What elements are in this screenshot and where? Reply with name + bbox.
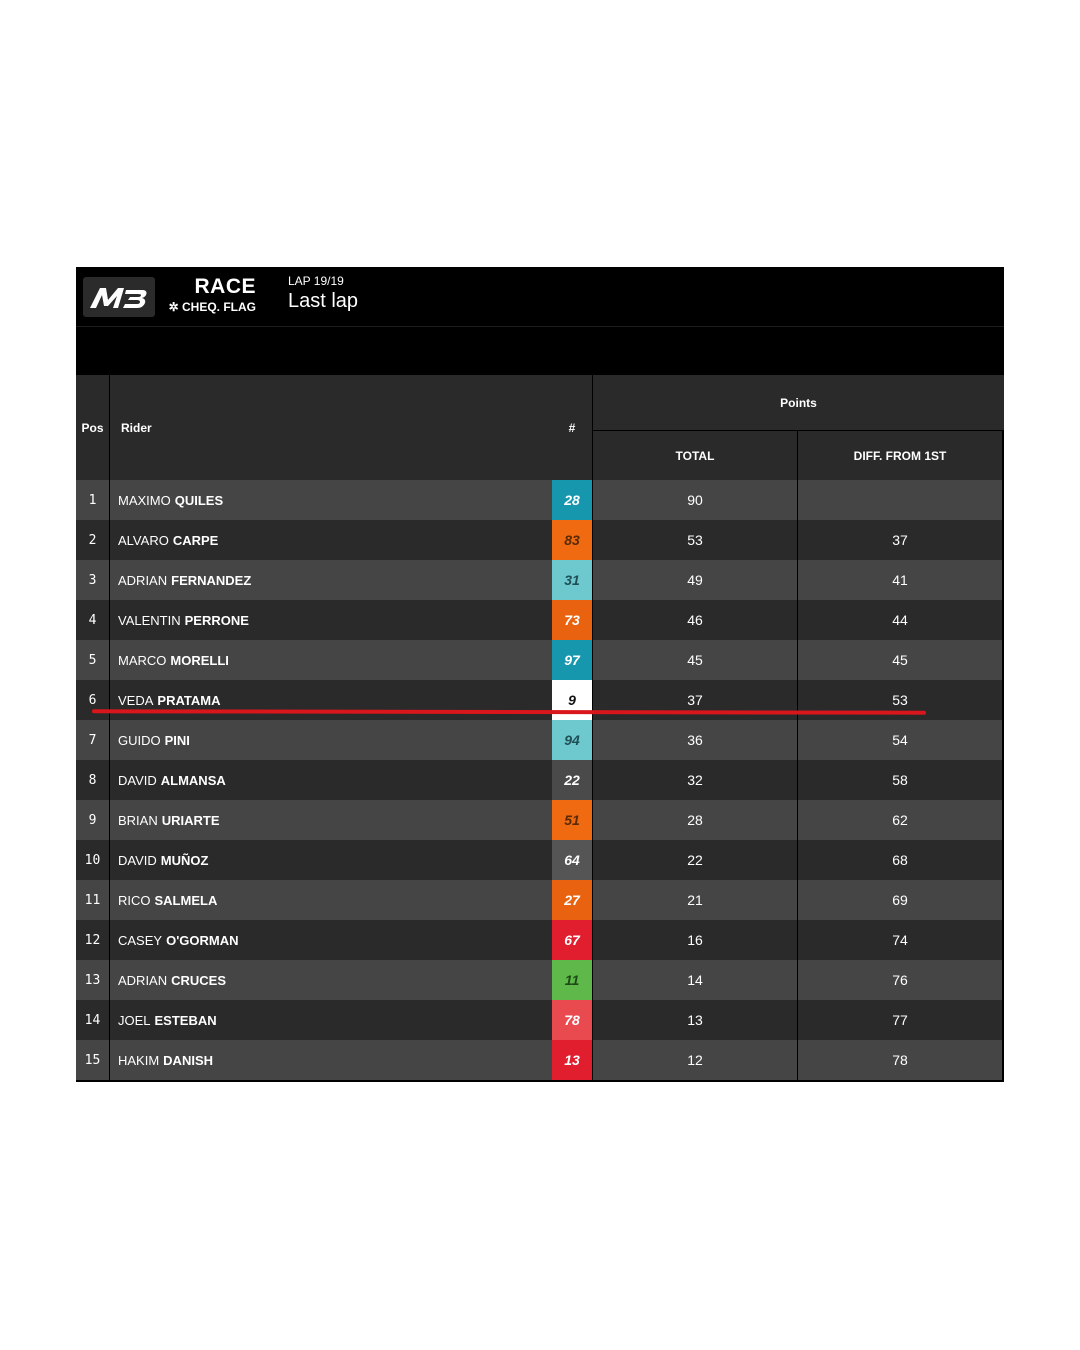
rider-number-badge: 31: [552, 560, 593, 600]
diff-points-cell: 54: [798, 720, 1004, 760]
rider-last-name: URIARTE: [161, 812, 220, 828]
rider-name: [118, 520, 218, 560]
diff-points-cell: 69: [798, 880, 1004, 920]
lap-info: [288, 273, 358, 313]
position-cell: 6: [76, 680, 110, 720]
table-row[interactable]: [76, 600, 1004, 640]
total-points-cell: 21: [593, 880, 798, 920]
position-cell: 7: [76, 720, 110, 760]
rider-number-badge: 27: [552, 880, 593, 920]
diff-points-cell: 53: [798, 680, 1004, 720]
rider-last-name: ESTEBAN: [154, 1012, 217, 1028]
table-row[interactable]: [76, 880, 1004, 920]
total-points-cell: 16: [593, 920, 798, 960]
rider-last-name: FERNANDEZ: [171, 572, 252, 588]
rider-number-badge: 51: [552, 800, 593, 840]
session-title: RACE: [194, 275, 256, 298]
lap-count: LAP 19/19: [288, 274, 344, 288]
rider-first-name: ALVARO: [118, 532, 169, 548]
table-row[interactable]: [76, 960, 1004, 1000]
total-points-cell: 53: [593, 520, 798, 560]
position-cell: 5: [76, 640, 110, 680]
rider-number-badge: 97: [552, 640, 593, 680]
diff-points-cell: 74: [798, 920, 1004, 960]
rider-number-badge: 22: [552, 760, 593, 800]
diff-points-cell: 45: [798, 640, 1004, 680]
table-row[interactable]: [76, 480, 1004, 520]
rider-name: [118, 760, 226, 800]
diff-points-cell: 37: [798, 520, 1004, 560]
diff-points-cell: 77: [798, 1000, 1004, 1040]
rider-name: [118, 840, 208, 880]
rider-last-name: MUÑOZ: [160, 852, 209, 868]
rider-first-name: VALENTIN: [118, 612, 181, 628]
rider-last-name: MORELLI: [170, 652, 229, 668]
rider-number-badge: 94: [552, 720, 593, 760]
position-cell: 3: [76, 560, 110, 600]
rider-last-name: ALMANSA: [160, 772, 226, 788]
rider-first-name: BRIAN: [118, 812, 158, 828]
total-points-cell: 12: [593, 1040, 798, 1080]
table-row[interactable]: [76, 1000, 1004, 1040]
total-points-cell: 14: [593, 960, 798, 1000]
position-cell: 9: [76, 800, 110, 840]
rider-first-name: JOEL: [118, 1012, 151, 1028]
rider-last-name: PRATAMA: [157, 692, 221, 708]
rider-number-badge: 83: [552, 520, 593, 560]
rider-first-name: ADRIAN: [118, 972, 168, 988]
rider-number-badge: 11: [552, 960, 593, 1000]
rider-first-name: DAVID: [118, 852, 157, 868]
diff-points-cell: 78: [798, 1040, 1004, 1080]
total-points-cell: 37: [593, 680, 798, 720]
rider-name: [118, 920, 239, 960]
table-header: [76, 375, 1004, 480]
column-header-total: TOTAL: [593, 431, 798, 480]
rider-first-name: VEDA: [118, 692, 154, 708]
rider-first-name: MARCO: [118, 652, 167, 668]
rider-last-name: QUILES: [174, 492, 224, 508]
race-header: [76, 267, 1004, 327]
rider-name: [118, 960, 226, 1000]
rider-first-name: CASEY: [118, 932, 163, 948]
table-row[interactable]: [76, 920, 1004, 960]
rider-first-name: MAXIMO: [118, 492, 171, 508]
rider-last-name: SALMELA: [154, 892, 218, 908]
header-spacer: [76, 327, 1004, 375]
column-header-pos: Pos: [76, 375, 110, 480]
rider-number-badge: 28: [552, 480, 593, 520]
rider-number-badge: 64: [552, 840, 593, 880]
rider-last-name: CRUCES: [171, 972, 227, 988]
rider-name: [118, 720, 190, 760]
session-info: [166, 275, 256, 315]
diff-points-cell: 68: [798, 840, 1004, 880]
table-row[interactable]: [76, 760, 1004, 800]
total-points-cell: 46: [593, 600, 798, 640]
diff-points-cell: 62: [798, 800, 1004, 840]
table-bottom-border: [76, 1080, 1004, 1082]
rider-first-name: GUIDO: [118, 732, 161, 748]
rider-name: [118, 680, 220, 720]
rider-first-name: RICO: [118, 892, 151, 908]
diff-points-cell: [798, 480, 1004, 520]
total-points-cell: 28: [593, 800, 798, 840]
position-cell: 14: [76, 1000, 110, 1040]
rider-last-name: DANISH: [163, 1052, 214, 1068]
total-points-cell: 45: [593, 640, 798, 680]
position-cell: 8: [76, 760, 110, 800]
rider-number-badge: 73: [552, 600, 593, 640]
rider-number-badge: 67: [552, 920, 593, 960]
position-cell: 11: [76, 880, 110, 920]
total-points-cell: 22: [593, 840, 798, 880]
table-row[interactable]: [76, 1040, 1004, 1080]
position-cell: 1: [76, 480, 110, 520]
rider-name: [118, 1000, 217, 1040]
rider-first-name: ADRIAN: [118, 572, 168, 588]
table-row[interactable]: [76, 560, 1004, 600]
diff-points-cell: 58: [798, 760, 1004, 800]
column-header-number: #: [552, 375, 593, 480]
rider-name: [118, 1040, 213, 1080]
column-header-diff: DIFF. FROM 1ST: [798, 431, 1004, 480]
rider-name: [118, 640, 229, 680]
total-points-cell: 32: [593, 760, 798, 800]
position-cell: 2: [76, 520, 110, 560]
total-points-cell: 36: [593, 720, 798, 760]
position-cell: 15: [76, 1040, 110, 1080]
rider-last-name: O'GORMAN: [166, 932, 239, 948]
column-header-rider: Rider: [121, 420, 152, 435]
rider-number-badge: 9: [552, 680, 593, 720]
position-cell: 4: [76, 600, 110, 640]
table-row[interactable]: [76, 640, 1004, 680]
rider-name: [118, 880, 217, 920]
rider-first-name: HAKIM: [118, 1052, 160, 1068]
rider-last-name: PERRONE: [184, 612, 249, 628]
series-logo: [83, 277, 155, 317]
rider-number-badge: 13: [552, 1040, 593, 1080]
total-points-cell: 90: [593, 480, 798, 520]
standings-board: [76, 267, 1004, 1082]
total-points-cell: 49: [593, 560, 798, 600]
rider-first-name: DAVID: [118, 772, 157, 788]
diff-points-cell: 44: [798, 600, 1004, 640]
standings-rows: [76, 480, 1004, 1080]
table-row[interactable]: [76, 800, 1004, 840]
table-row[interactable]: [76, 720, 1004, 760]
diff-points-cell: 41: [798, 560, 1004, 600]
position-cell: 12: [76, 920, 110, 960]
rider-number-badge: 78: [552, 1000, 593, 1040]
table-row[interactable]: [76, 520, 1004, 560]
flag-status: ✲ CHEQ. FLAG: [168, 300, 256, 314]
rider-name: [118, 800, 220, 840]
position-cell: 10: [76, 840, 110, 880]
table-row[interactable]: [76, 840, 1004, 880]
column-group-points: Points: [593, 375, 1004, 431]
rider-name: [118, 480, 223, 520]
rider-last-name: PINI: [164, 732, 190, 748]
rider-name: [118, 600, 249, 640]
lap-label: Last lap: [288, 290, 359, 312]
rider-last-name: CARPE: [172, 532, 219, 548]
position-cell: 13: [76, 960, 110, 1000]
rider-name: [118, 560, 251, 600]
diff-points-cell: 76: [798, 960, 1004, 1000]
m3-logo-icon: [88, 284, 150, 310]
total-points-cell: 13: [593, 1000, 798, 1040]
